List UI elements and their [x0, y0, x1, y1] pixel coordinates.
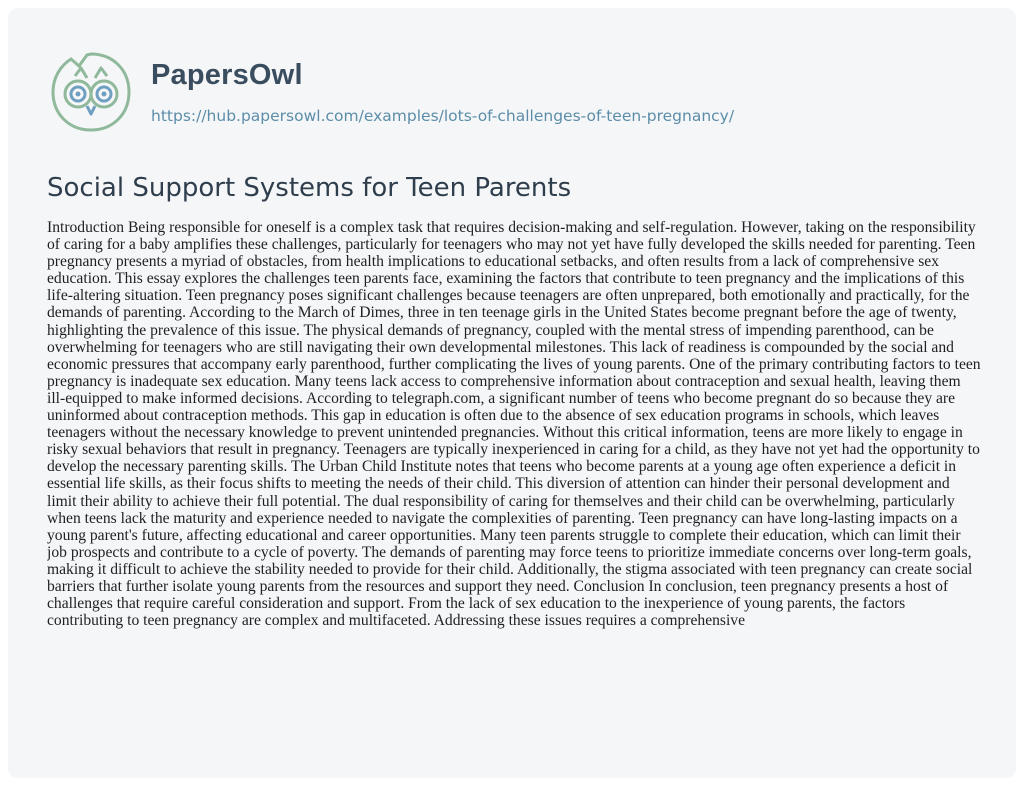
essay-title: Social Support Systems for Teen Parents [47, 173, 572, 203]
site-header [47, 48, 977, 138]
essay-body: Introduction Being responsible for oneself is a complex task that requires decision-making and self-regulation. However, taking on the responsibility of caring for a baby amplifies these challenges, particularly for teenagers who may not yet have fully developed the skills needed for parenting. Teen pregnancy presents a myriad of obstacles, from health implications to educational setbacks, and often results from a lack of comprehensive sex education. This essay explores the challenges teen parents face, examining the factors that contribute to teen pregnancy and the implications of this life-altering situation. Teen pregnancy poses significant challenges because teenagers are often unprepared, both emotionally and practically, for the demands of parenting. According to the March of Dimes, three in ten teenage girls in the United States become pregnant before the age of twenty, highlighting the prevalence of this issue. The physical demands of pregnancy, coupled with the mental stress of impending parenthood, can be overwhelming for teenagers who are still navigating their own developmental milestones. This lack of readiness is compounded by the social and economic pressures that accompany early parenthood, further complicating the lives of young parents. One of the primary contributing factors to teen pregnancy is inadequate sex education. Many teens lack access to comprehensive information about contraception and sexual health, leaving them ill-equipped to make informed decisions. According to telegraph.com, a significant number of teens who become pregnant do so because they are uninformed about contraception methods. This gap in education is often due to the absence of sex education programs in schools, which leaves teenagers without the necessary knowledge to prevent unintended pregnancies. Without this critical information, teens are more likely to engage in risky sexual behaviors that result in pregnancy. Teenagers are typically inexperienced in caring for a child, as they have not yet had the opportunity to develop the necessary parenting skills. The Urban Child Institute notes that teens who become parents at a young age often experience a deficit in essential life skills, as their focus shifts to meeting the needs of their child. This diversion of attention can hinder their personal development and limit their ability to achieve their full potential. The dual responsibility of caring for themselves and their child can be overwhelming, particularly when teens lack the maturity and experience needed to navigate the complexities of parenting. Teen pregnancy can have long-lasting impacts on a young parent's future, affecting educational and career opportunities. Many teen parents struggle to complete their education, which can limit their job prospects and contribute to a cycle of poverty. The demands of parenting may force teens to prioritize immediate concerns over long-term goals, making it difficult to achieve the stability needed to provide for their child. Additionally, the stigma associated with teen pregnancy can create social barriers that further isolate young parents from the resources and support they need. Conclusion In conclusion, teen pregnancy presents a host of challenges that require careful consideration and support. From the lack of sex education to the inexperience of young parents, the factors contributing to teen pregnancy are complex and multifaceted. Addressing these issues requires a comprehensive [47, 219, 981, 630]
source-url-link[interactable]: https://hub.papersowl.com/examples/lots-of-challenges-of-teen-pregnancy/ [151, 107, 735, 125]
brand-name[interactable]: PapersOwl [151, 59, 303, 91]
owl-logo-icon [47, 48, 135, 136]
